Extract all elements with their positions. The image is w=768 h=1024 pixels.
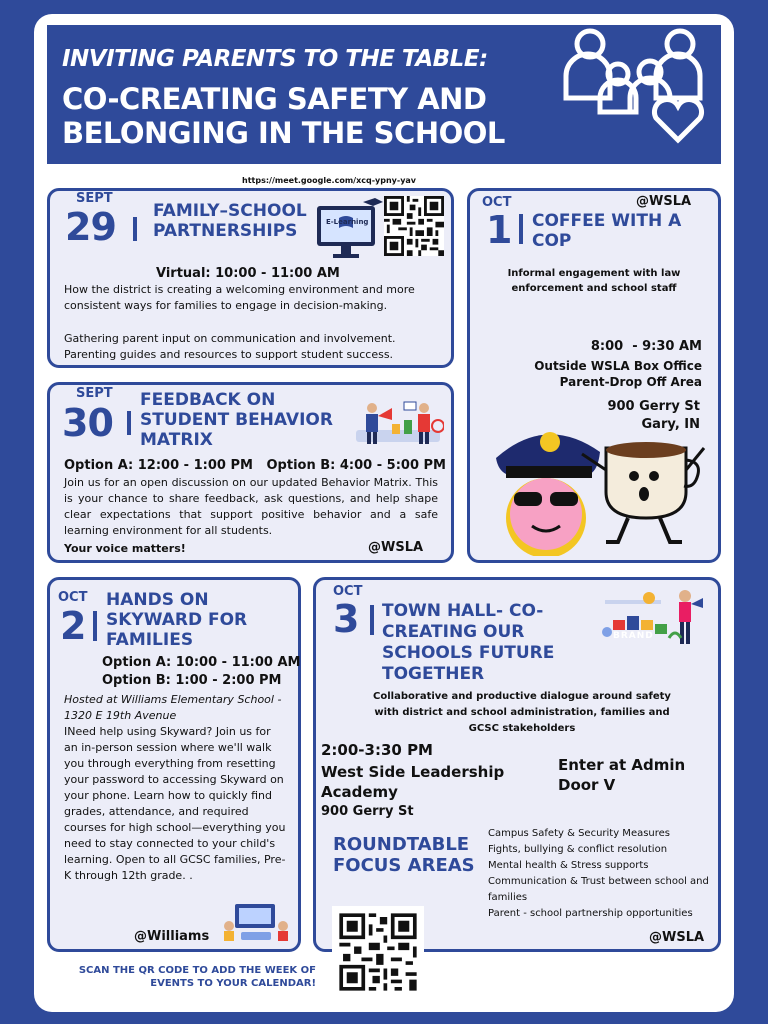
oct1-divider bbox=[519, 214, 523, 244]
sept29-month: SEPT bbox=[76, 191, 113, 206]
sept29-time: Virtual: 10:00 - 11:00 AM bbox=[156, 266, 340, 281]
focus-item: Campus Safety & Security Measures bbox=[488, 828, 671, 839]
donut-and-coffee-icon bbox=[488, 414, 710, 556]
elearning-monitor-icon bbox=[313, 196, 383, 262]
sept29-title: FAMILY–SCHOOL PARTNERSHIPS bbox=[153, 201, 307, 241]
oct3-day: 3 bbox=[333, 597, 359, 641]
oct3-title: TOWN HALL- CO-CREATING OUR SCHOOLS FUTURE TOGETHER bbox=[382, 601, 555, 684]
oct3-month: OCT bbox=[333, 584, 363, 599]
oct3-divider bbox=[370, 605, 374, 635]
sept29-divider bbox=[133, 217, 137, 241]
sept30-emphasis: Your voice matters! bbox=[64, 542, 186, 555]
sept30-day: 30 bbox=[62, 401, 113, 445]
oct1-month: OCT bbox=[482, 195, 512, 210]
header-kicker: INVITING PARENTS TO THE TABLE: bbox=[62, 46, 488, 72]
oct1-place2: Parent-Drop Off Area bbox=[559, 375, 702, 389]
oct1-time: 8:00 - 9:30 AM bbox=[590, 339, 702, 354]
sept29-day: 29 bbox=[65, 205, 116, 249]
oct1-subtitle: Informal engagement with law enforcement and school staff bbox=[507, 268, 681, 294]
oct3-subtitle: Collaborative and productive dialogue around safety with district and school administration, families and GCSC stakeholders bbox=[373, 691, 671, 734]
oct3-venue: West Side Leadership Academy bbox=[321, 763, 505, 801]
focus-item: Mental health & Stress supports bbox=[488, 860, 649, 871]
oct1-day: 1 bbox=[486, 208, 512, 252]
sept29-qr-code[interactable] bbox=[384, 196, 444, 256]
sept30-body: Join us for an open discussion on our updated Behavior Matrix. This is your chance to share feedback, ask questions, and help shape clear expectations that support positive behavior and a safe learning environment for all students. bbox=[64, 476, 438, 537]
focus-item: Parent - school partnership opportunities bbox=[488, 908, 693, 919]
oct1-address1: 900 Gerry St bbox=[607, 399, 700, 414]
computer-training-icon bbox=[221, 902, 291, 942]
oct3-address: 900 Gerry St bbox=[321, 804, 414, 819]
elearning-label: E-Learning bbox=[326, 218, 369, 226]
focus-item: Communication & Trust between school and families bbox=[488, 876, 709, 903]
oct3-entry: Enter at Admin Door V bbox=[558, 756, 686, 794]
sept30-divider bbox=[127, 411, 131, 435]
oct1-title: COFFEE WITH A COP bbox=[532, 211, 682, 251]
oct3-focus-heading: ROUNDTABLE FOCUS AREAS bbox=[333, 834, 475, 876]
oct1-location-tag: @WSLA bbox=[636, 194, 692, 209]
oct2-hosted: Hosted at Williams Elementary School - 1320 E 19th Avenue bbox=[64, 693, 282, 722]
sept30-month: SEPT bbox=[76, 386, 113, 401]
oct2-day: 2 bbox=[60, 604, 86, 648]
oct2-month: OCT bbox=[58, 590, 88, 605]
oct2-title: HANDS ON SKYWARD FOR FAMILIES bbox=[106, 590, 248, 650]
oct1-place1: Outside WSLA Box Office bbox=[534, 359, 702, 373]
oct1-address2: Gary, IN bbox=[641, 417, 700, 432]
oct3-time: 2:00-3:30 PM bbox=[321, 741, 433, 759]
calendar-qr-note: SCAN THE QR CODE TO ADD THE WEEK OF EVENTS TO YOUR CALENDAR! bbox=[78, 965, 316, 989]
sept29-body3: Parenting guides and resources to support student success. bbox=[64, 348, 394, 361]
oct2-location-tag: @Williams bbox=[134, 929, 210, 944]
sept30-times: Option A: 12:00 - 1:00 PM Option B: 4:00 - 5:00 PM bbox=[64, 458, 446, 473]
family-heart-icon bbox=[560, 28, 716, 146]
brand-label: BRAND bbox=[613, 631, 654, 641]
sept30-title: FEEDBACK ON STUDENT BEHAVIOR MATRIX bbox=[140, 390, 333, 450]
focus-item: Fights, bullying & conflict resolution bbox=[488, 844, 668, 855]
header-title: CO-CREATING SAFETY AND BELONGING IN THE SCHOOL bbox=[62, 82, 505, 150]
sept29-body1: How the district is creating a welcoming environment and more consistent ways for families to engage in decision-making. bbox=[64, 283, 415, 312]
oct2-option-b: Option B: 1:00 - 2:00 PM bbox=[102, 673, 282, 688]
calendar-qr-code[interactable] bbox=[332, 906, 424, 998]
sept29-body2: Gathering parent input on communication and involvement. bbox=[64, 332, 396, 345]
oct2-option-a: Option A: 10:00 - 11:00 AM bbox=[102, 655, 301, 670]
oct2-divider bbox=[93, 611, 97, 641]
oct3-location-tag: @WSLA bbox=[649, 930, 705, 945]
meet-url[interactable]: https://meet.google.com/xcq-ypny-yav bbox=[242, 176, 417, 185]
oct3-focus-list bbox=[488, 826, 712, 922]
sept30-location-tag: @WSLA bbox=[368, 540, 424, 555]
oct2-body: INeed help using Skyward? Join us for an in-person session where we'll walk you through everything from resetting your password to accessing Skyward on your phone. Learn how to quickly find grades, attendance, and required courses for high school—everything you need to stay connected to your child's learning. Open to all GCSC families, Pre-K through 12th grade. . bbox=[64, 725, 286, 882]
feedback-people-icon bbox=[352, 396, 444, 446]
